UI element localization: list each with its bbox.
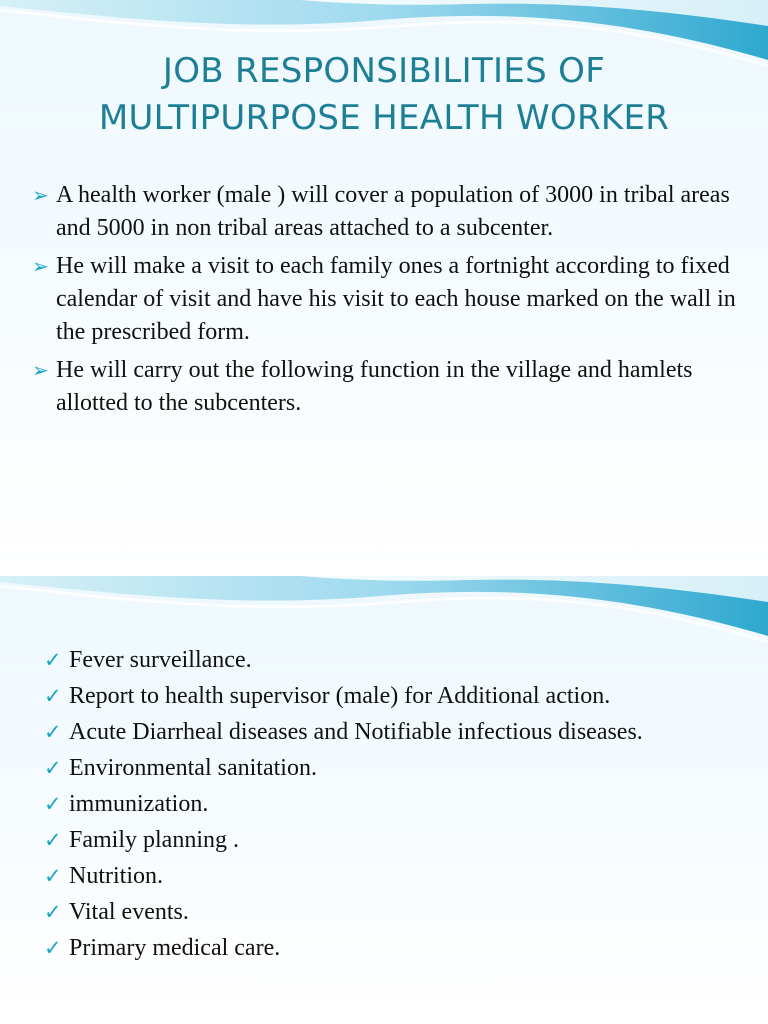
slide-title (0, 48, 768, 142)
check-text: Acute Diarrheal diseases and Notifiable infectious diseases. (69, 719, 643, 745)
check-text: Vital events. (69, 899, 189, 925)
check-text: Nutrition. (69, 863, 163, 889)
title-line-2: MULTIPURPOSE HEALTH WORKER (98, 98, 670, 138)
bullet-text: A health worker (male ) will cover a population of 3000 in tribal areas and 5000 in non tribal areas attached to a subcenter. (56, 182, 730, 241)
list-item (32, 250, 762, 349)
list-item (44, 645, 764, 676)
checkmark-icon: ✓ (44, 936, 62, 960)
bullet-list (32, 179, 762, 425)
checkmark-icon: ✓ (44, 648, 62, 672)
bullet-text: He will make a visit to each family ones a fortnight according to fixed calendar of visit and have his visit to each house marked on the wall in the prescribed form. (56, 253, 736, 345)
checkmark-icon: ✓ (44, 684, 62, 708)
check-text: immunization. (69, 791, 209, 817)
arrow-bullet-icon: ➢ (32, 254, 49, 278)
arrow-bullet-icon: ➢ (32, 358, 49, 382)
checkmark-icon: ✓ (44, 864, 62, 888)
list-item (44, 897, 764, 928)
arrow-bullet-icon: ➢ (32, 183, 49, 207)
list-item (32, 179, 762, 245)
checkmark-icon: ✓ (44, 900, 62, 924)
check-text: Fever surveillance. (69, 647, 252, 673)
check-text: Environmental sanitation. (69, 755, 317, 781)
list-item (44, 681, 764, 712)
checkmark-icon: ✓ (44, 756, 62, 780)
list-item (44, 861, 764, 892)
title-line-1: JOB RESPONSIBILITIES OF (162, 51, 606, 91)
checkmark-icon: ✓ (44, 828, 62, 852)
check-text: Family planning . (69, 827, 239, 853)
checklist (44, 645, 764, 969)
bullet-text: He will carry out the following function in the village and hamlets allotted to the subcenters. (56, 357, 693, 416)
list-item (44, 933, 764, 964)
list-item (44, 789, 764, 820)
checkmark-icon: ✓ (44, 792, 62, 816)
slide-2 (0, 576, 768, 1024)
list-item (44, 717, 764, 748)
list-item (44, 753, 764, 784)
list-item (44, 825, 764, 856)
check-text: Report to health supervisor (male) for Additional action. (69, 683, 611, 709)
checkmark-icon: ✓ (44, 720, 62, 744)
list-item (32, 354, 762, 420)
check-text: Primary medical care. (69, 935, 281, 961)
